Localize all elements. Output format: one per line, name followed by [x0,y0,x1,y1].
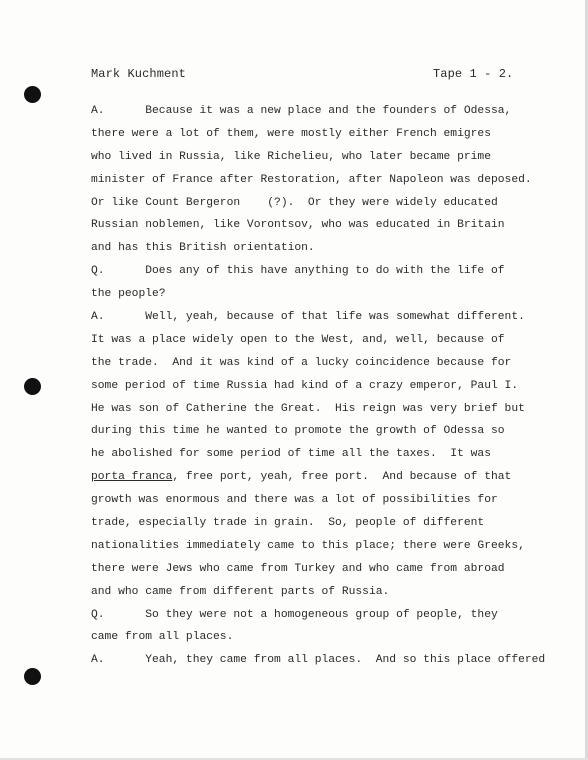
transcript-line: A. Yeah, they came from all places. And so this place offered [91,654,546,667]
transcript-line: the people? [91,288,166,301]
binder-hole-bottom [24,668,41,685]
transcript-line: came from all places. [91,631,234,644]
transcript-line: some period of time Russia had kind of a crazy emperor, Paul I. [91,379,519,392]
transcript-line: who lived in Russia, like Richelieu, who later became prime [91,150,491,163]
transcript-line: he abolished for some period of time all the taxes. It was [91,448,491,461]
transcript-body [91,100,545,672]
transcript-line: Or like Count Bergeron (?). Or they were widely educated [91,196,498,209]
transcript-line: Russian noblemen, like Vorontsov, who was educated in Britain [91,219,505,232]
transcript-line: Q. Does any of this have anything to do with the life of [91,265,505,278]
transcript-line: growth was enormous and there was a lot of possibilities for [91,494,498,507]
transcript-line: A. Well, yeah, because of that life was somewhat different. [91,311,525,324]
transcript-line: there were Jews who came from Turkey and who came from abroad [91,562,505,575]
transcript-line: trade, especially trade in grain. So, people of different [91,517,485,530]
transcript-line: He was son of Catherine the Great. His reign was very brief but [91,402,525,415]
transcript-line: and has this British orientation. [91,242,315,255]
interviewee-name: Mark Kuchment [91,67,186,81]
tape-number: Tape 1 - 2. [433,67,514,81]
transcript-line: and who came from different parts of Russia. [91,585,390,598]
transcript-line [91,466,545,489]
transcript-line: there were a lot of them, were mostly either French emigres [91,127,491,140]
transcript-line: It was a place widely open to the West, and, well, because of [91,333,505,346]
transcript-line: during this time he wanted to promote the growth of Odessa so [91,425,505,438]
transcript-line: Q. So they were not a homogeneous group of people, they [91,608,498,621]
transcript-line: A. Because it was a new place and the founders of Odessa, [91,105,512,117]
underlined-term: porta franca [91,471,173,484]
transcript-line-rest: , free port, yeah, free port. And because of that [172,471,512,484]
transcript-line: the trade. And it was kind of a lucky coincidence because for [91,356,512,369]
binder-hole-middle [24,378,41,395]
transcript-line: minister of France after Restoration, after Napoleon was deposed. [91,173,532,186]
binder-hole-top [24,86,41,103]
transcript-line: nationalities immediately came to this place; there were Greeks, [91,539,525,552]
